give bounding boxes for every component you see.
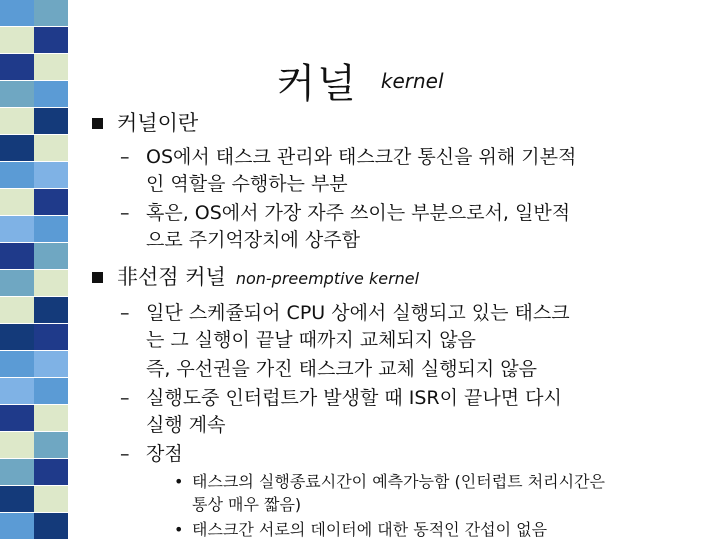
dash-bullet-icon: –	[120, 202, 130, 224]
strip-block	[0, 189, 34, 216]
section-items	[120, 300, 692, 540]
strip-block	[34, 216, 68, 243]
dash-bullet-icon: –	[120, 302, 130, 324]
strip-block	[34, 0, 68, 27]
section-items	[120, 144, 692, 254]
list-item-line: 즉, 우선권을 가진 태스크가 교체 실행되지 않음	[146, 358, 538, 380]
list-item-continuation	[146, 356, 692, 383]
list-item-line: 실행 계속	[146, 414, 226, 436]
strip-block	[34, 351, 68, 378]
dot-bullet-icon: •	[174, 520, 184, 539]
strip-block	[0, 351, 34, 378]
strip-block	[0, 405, 34, 432]
strip-block	[34, 189, 68, 216]
list-item	[120, 441, 692, 468]
list-item-line: 실행도중 인터럽트가 발생할 때 ISR이 끝나면 다시	[146, 387, 562, 409]
slide-title-row	[0, 52, 720, 109]
list-item-line: 으로 주기억장치에 상주함	[146, 229, 360, 251]
strip-block	[34, 108, 68, 135]
strip-block	[0, 162, 34, 189]
strip-block	[0, 270, 34, 297]
slide-title-english: kernel	[380, 68, 444, 93]
list-item-line: 장점	[146, 443, 183, 465]
list-item-line: 일단 스케쥴되어 CPU 상에서 실행되고 있는 태스크	[146, 302, 570, 324]
slide-content	[92, 108, 692, 540]
strip-block	[34, 378, 68, 405]
dash-bullet-icon: –	[120, 443, 130, 465]
strip-block	[34, 270, 68, 297]
strip-block	[34, 297, 68, 324]
list-item	[120, 300, 692, 354]
strip-block	[34, 459, 68, 486]
strip-block	[0, 486, 34, 513]
strip-block	[0, 324, 34, 351]
strip-block	[34, 324, 68, 351]
sub-list-item	[174, 518, 692, 540]
strip-block	[0, 432, 34, 459]
strip-block	[0, 27, 34, 54]
strip-block	[0, 0, 34, 27]
list-item-line: 는 그 실행이 끝날 때까지 교체되지 않음	[146, 329, 476, 351]
strip-block	[0, 513, 34, 540]
square-bullet-icon	[92, 118, 103, 129]
strip-block	[0, 243, 34, 270]
sub-items	[174, 470, 692, 540]
section-heading	[92, 262, 692, 294]
strip-block	[0, 459, 34, 486]
section-heading-note: non-preemptive kernel	[235, 269, 420, 288]
strip-block	[34, 432, 68, 459]
strip-block	[34, 135, 68, 162]
strip-block	[0, 135, 34, 162]
list-item-line: 혹은, OS에서 가장 자주 쓰이는 부분으로서, 일반적	[146, 202, 571, 224]
sub-list-item-line: 태스크의 실행종료시간이 예측가능함 (인터럽트 처리시간은	[192, 472, 605, 491]
section-heading-text: 非선점 커널	[117, 265, 226, 289]
strip-block	[34, 162, 68, 189]
list-item	[120, 385, 692, 439]
strip-block	[34, 243, 68, 270]
square-bullet-icon	[92, 272, 103, 283]
dot-bullet-icon: •	[174, 472, 184, 491]
strip-block	[34, 27, 68, 54]
section-heading-text: 커널이란	[117, 111, 199, 135]
sub-list-item-line: 통상 매우 짧음)	[192, 495, 302, 514]
strip-block	[34, 405, 68, 432]
list-item-line: OS에서 태스크 관리와 태스크간 통신을 위해 기본적	[146, 146, 577, 168]
strip-block	[0, 108, 34, 135]
strip-block	[34, 513, 68, 540]
strip-block	[0, 216, 34, 243]
strip-block	[0, 378, 34, 405]
list-item	[120, 144, 692, 198]
sub-list-item-line: 태스크간 서로의 데이터에 대한 동적인 간섭이 없음	[192, 520, 548, 539]
dash-bullet-icon: –	[120, 146, 130, 168]
strip-block	[0, 297, 34, 324]
sub-list-item	[174, 470, 692, 516]
section-heading	[92, 108, 692, 138]
list-item-line: 인 역할을 수행하는 부분	[146, 173, 348, 195]
slide-title: 커널	[276, 61, 358, 107]
strip-block	[34, 486, 68, 513]
list-item	[120, 200, 692, 254]
dash-bullet-icon: –	[120, 387, 130, 409]
